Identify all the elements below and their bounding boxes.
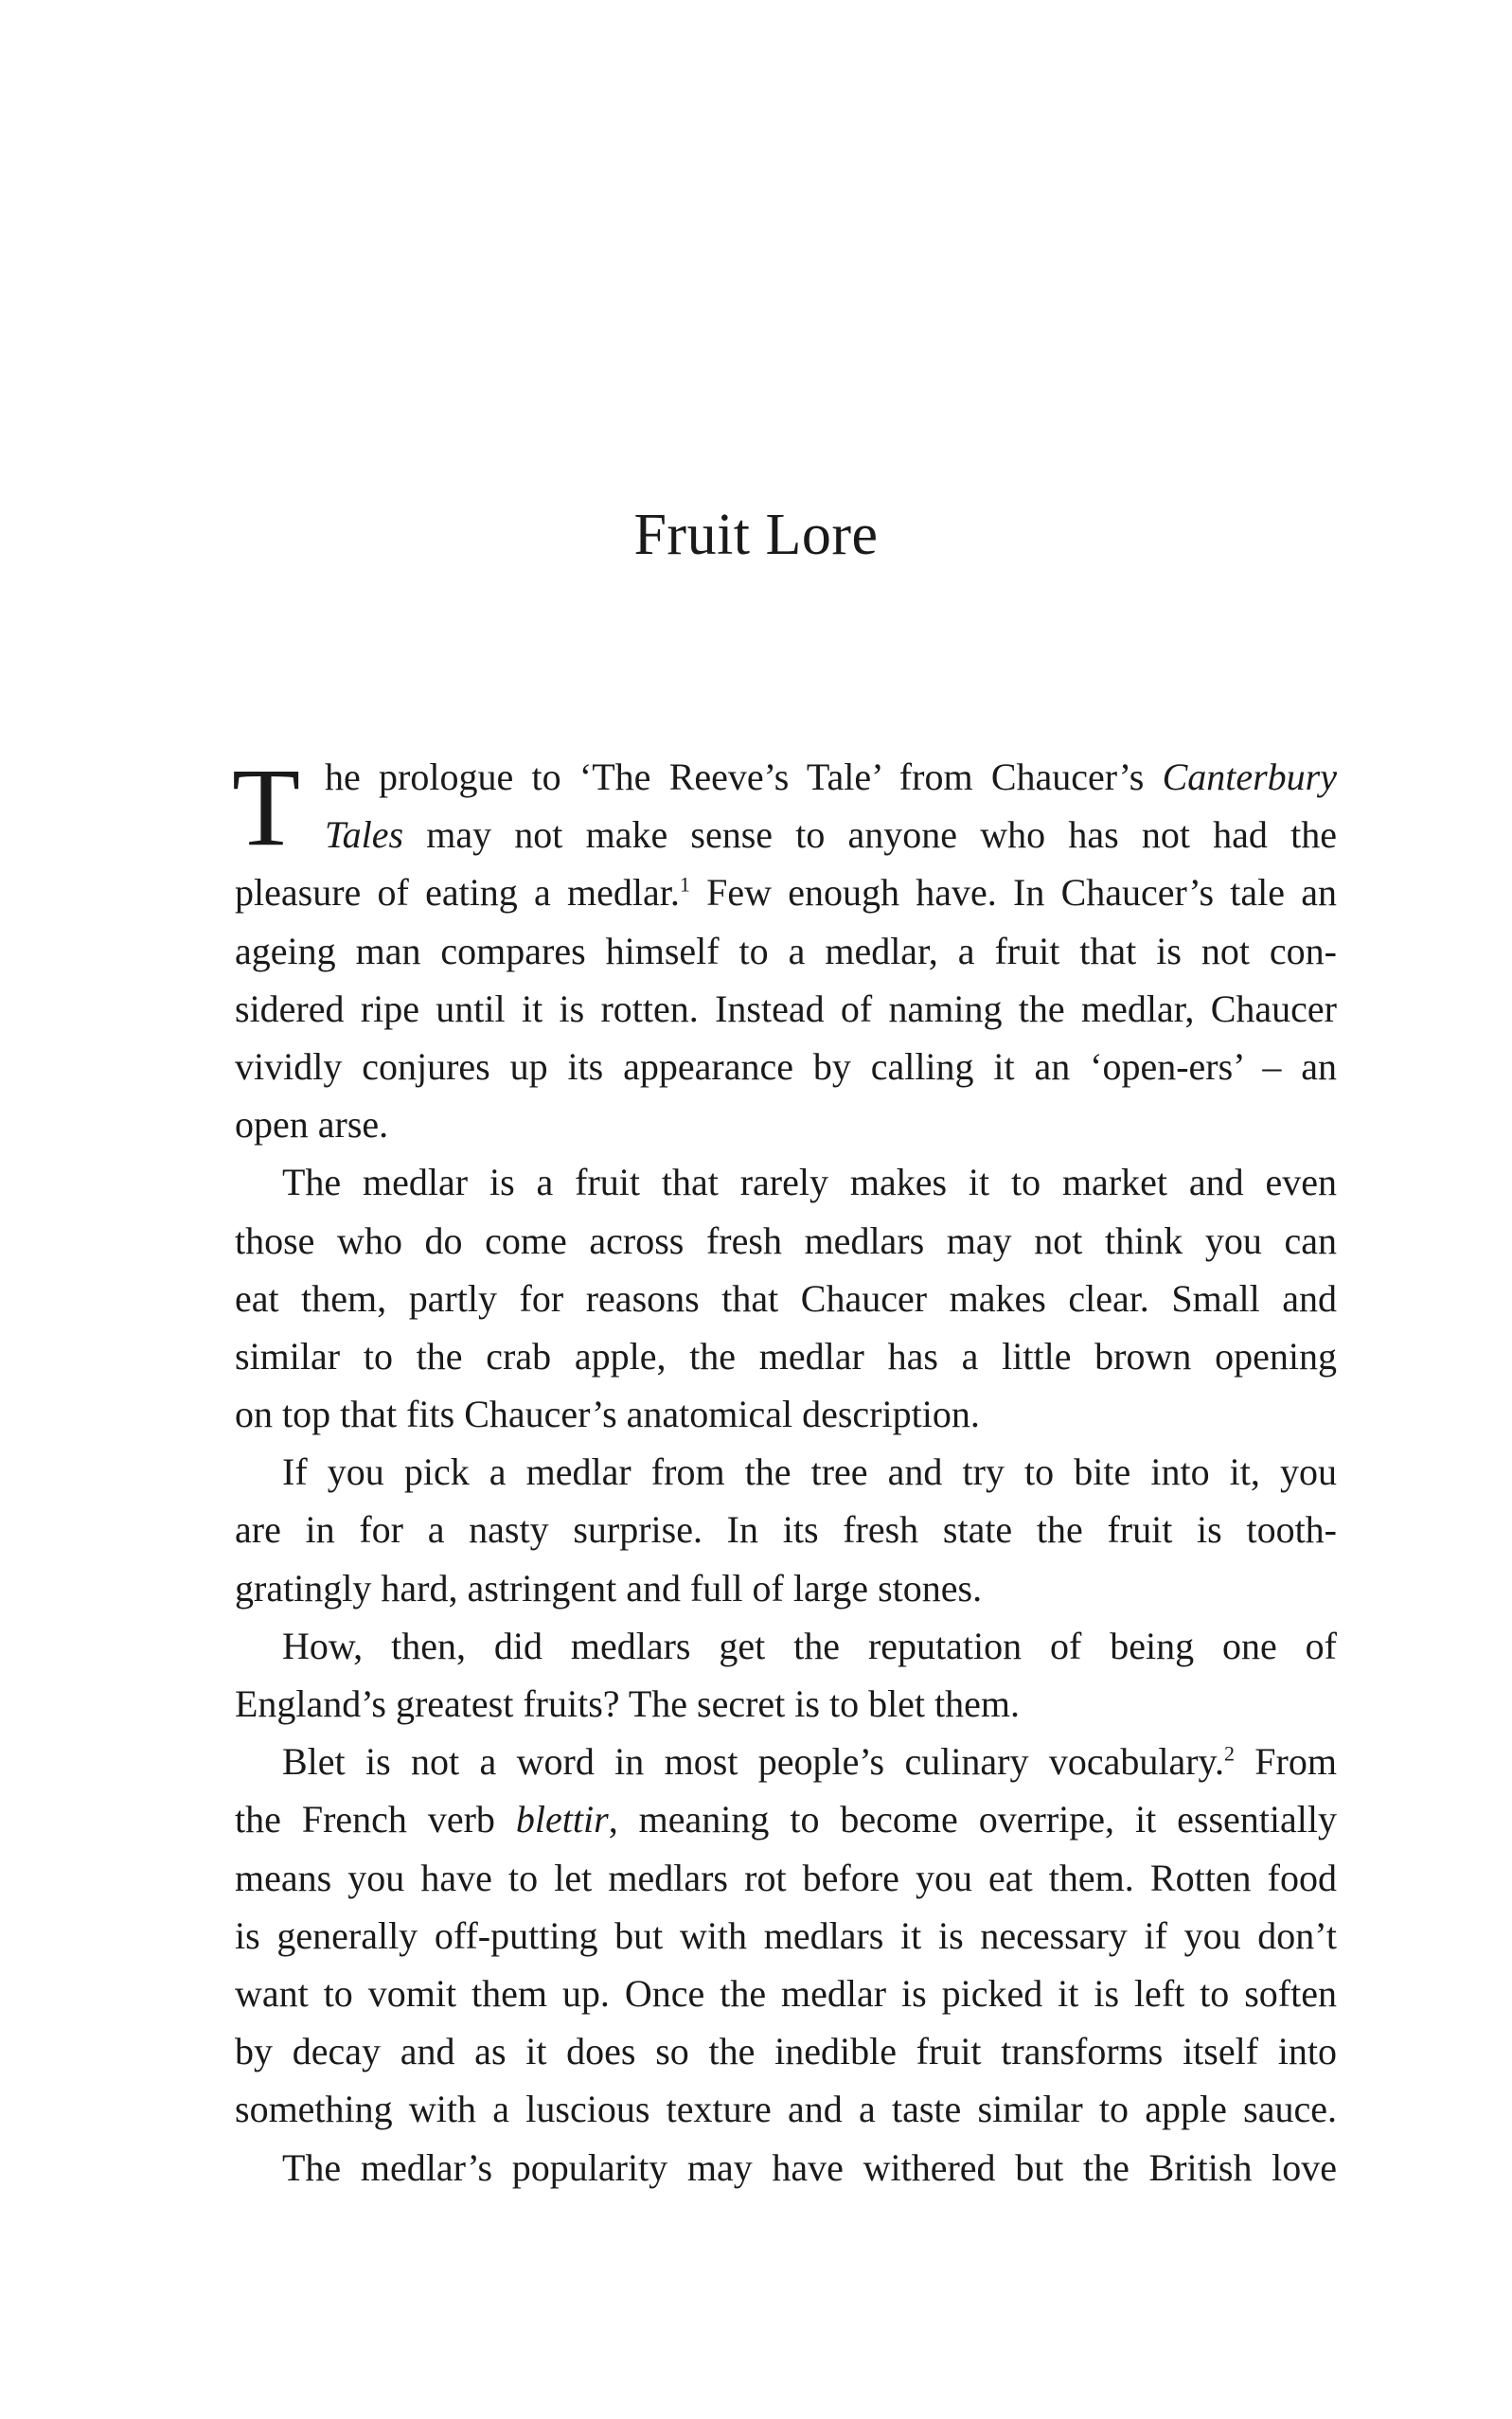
text-line: gratingly hard, astringent and full of large stones. <box>235 1566 983 1610</box>
text-line: is generally off-putting but with medlars it is necessary if you don’t <box>235 1913 1337 1957</box>
text-line: means you have to let medlars rot before you eat them. Rotten food <box>235 1856 1337 1899</box>
text-line: How, then, did medlars get the reputation of being one of <box>282 1624 1337 1667</box>
text-line: he prologue to ‘The Reeve’s Tale’ from Chaucer’s Canterbury <box>325 756 1337 798</box>
text-line: something with a luscious texture and a taste similar to apple sauce. <box>235 2088 1337 2131</box>
text-line: similar to the crab apple, the medlar has a little brown opening <box>235 1334 1337 1378</box>
text-line: sidered ripe until it is rotten. Instead of naming the medlar, Chaucer <box>235 987 1337 1030</box>
body-text <box>232 745 1338 2197</box>
text-line: eat them, partly for reasons that Chaucer makes clear. Small and <box>235 1276 1337 1320</box>
text-line: Blet is not a word in most people’s culinary vocabulary.$^2$ From <box>282 1740 1337 1784</box>
text-line: ageing man compares himself to a medlar, a fruit that is not con- <box>235 929 1337 972</box>
drop-cap: T <box>232 745 301 869</box>
text-line: pleasure of eating a medlar.$^1$ Few enough have. In Chaucer’s tale an <box>235 871 1337 915</box>
text-line: by decay and as it does so the inedible fruit transforms itself into <box>235 2030 1337 2073</box>
text-line: want to vomit them up. Once the medlar is picked it is left to soften <box>235 1971 1337 2015</box>
text-line: The medlar is a fruit that rarely makes it to market and even <box>282 1161 1337 1204</box>
text-line: If you pick a medlar from the tree and try to bite into it, you <box>282 1450 1337 1494</box>
text-line: The medlar’s popularity may have withered but the British love <box>282 2145 1337 2189</box>
text-line: vividly conjures up its appearance by calling it an ‘open-ers’ – an <box>235 1044 1337 1088</box>
text-line: England’s greatest fruits? The secret is to blet them. <box>235 1682 1021 1725</box>
text-line: those who do come across fresh medlars may not think you can <box>235 1218 1337 1262</box>
text-line: Tales may not make sense to anyone who has not had the <box>325 813 1337 857</box>
text-line: are in for a nasty surprise. In its fresh state the fruit is tooth- <box>235 1508 1337 1552</box>
text-line: on top that fits Chaucer’s anatomical description. <box>235 1393 980 1436</box>
text-line: the French verb blettir, meaning to become overripe, it essentially <box>235 1798 1338 1841</box>
chapter-title: Fruit Lore <box>633 503 879 567</box>
text-line: open arse. <box>235 1103 389 1147</box>
